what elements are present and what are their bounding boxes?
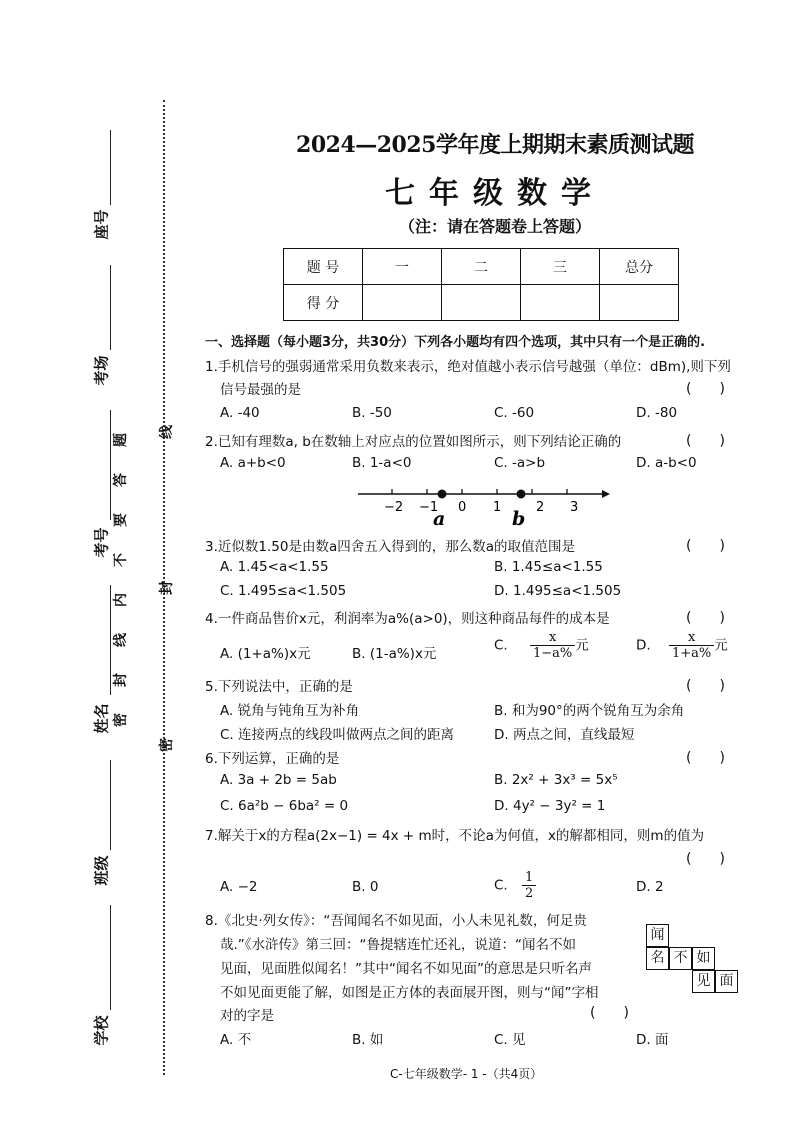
q1-option-c: C. -60 [494,405,535,421]
q6-option-c: C. 6a²b − 6ba² = 0 [220,798,349,814]
score-label-cell: 得 分 [284,285,363,321]
q2-option-a: A. a+b<0 [220,455,286,471]
q4-answer-blank[interactable]: ( ) [686,610,725,626]
net-face: 面 [715,970,738,993]
q8-answer-blank[interactable]: ( ) [590,1005,629,1021]
q8-stem-line: 8.《北史·列女传》：“吾闻闻名不如见面，小人未见礼数，何足贵 [205,913,587,929]
unit-yuan: 元 [575,637,589,654]
point-a-dot [438,490,447,499]
warning-char: 要 [113,513,129,527]
q2-stem: 2.已知有理数a, b在数轴上对应点的位置如图所示，则下列结论正确的 [205,434,622,450]
q8-option-a: A. 不 [220,1032,252,1048]
section-heading: 一、选择题（每小题3分，共30分）下列各小题均有四个选项，其中只有一个是正确的. [205,335,706,350]
score-entry-cell[interactable] [521,285,600,321]
q5-option-a: A. 锐角与钝角互为补角 [220,703,360,719]
tick-label: −2 [384,500,404,515]
q2-answer-blank[interactable]: ( ) [686,433,725,449]
point-b-label: b [512,508,526,530]
q1-option-b: B. -50 [352,405,392,421]
q4-option-c-letter: C. [494,637,508,654]
class-line[interactable] [110,760,111,850]
seal-word-line: 线 [159,425,175,439]
q4-option-c [494,630,589,661]
room-line[interactable] [110,265,111,350]
seat-label: 座号 [92,209,111,240]
fraction-denominator: 1−a% [533,646,573,661]
q4-option-d-letter: D. [636,637,651,654]
q6-option-d: D. 4y² − 3y² = 1 [494,798,606,814]
q8-option-d: D. 面 [636,1032,669,1048]
q5-option-d: D. 两点之间，直线最短 [494,727,635,743]
no-answer-warning [113,420,138,740]
q7-option-a: A. −2 [220,879,258,895]
seat-line[interactable] [110,130,111,205]
exam-no-label: 考号 [92,527,111,558]
room-label: 考场 [92,355,111,386]
q6-stem: 6.下列运算，正确的是 [205,751,340,767]
q5-option-c: C. 连接两点的线段叫做两点之间的距离 [220,727,455,743]
warning-char: 题 [113,433,129,447]
subject-title: 七年级数学 [385,176,605,211]
score-header-cell: 三 [521,249,600,285]
q6-option-b: B. 2x² + 3x³ = 5x⁵ [494,772,618,788]
q4-option-c-fraction [530,630,575,661]
q2-option-d: D. a-b<0 [636,455,697,471]
q1-stem: 1.手机信号的强弱通常采用负数来表示，绝对值越小表示信号越强（单位：dBm),则下列 [205,359,731,375]
q8-option-b: B. 如 [352,1032,384,1048]
score-header-cell: 一 [363,249,442,285]
warning-char: 答 [113,473,129,487]
seal-word-seal: 封 [159,581,175,595]
q8-option-c: C. 见 [494,1032,526,1048]
fraction-numerator: x [530,630,575,646]
seal-word-secret: 密 [159,738,175,752]
net-face: 如 [692,947,715,970]
score-header-cell: 二 [442,249,521,285]
q5-stem: 5.下列说法中，正确的是 [205,679,353,695]
binding-strip [0,0,200,1125]
instruction-note: （注：请在答题卷上答题） [398,217,591,236]
net-face: 闻 [646,924,669,947]
q3-option-d: D. 1.495≤a<1.505 [494,583,622,599]
warning-char: 内 [113,593,129,607]
net-face: 名 [646,947,669,970]
page-footer: C-七年级数学- 1 -（共4页） [390,1067,543,1081]
q8-stem-line: 见面，见面胜似闻名！”其中“闻名不如见面”的意思是只听名声 [220,961,592,977]
q7-option-c [494,870,536,901]
q4-option-b: B. (1-a%)x元 [352,646,437,662]
q7-option-c-fraction [522,870,536,901]
q2-option-c: C. -a>b [494,455,546,471]
q8-stem-line: 不如见面更能了解，如图是正方体的表面展开图，则与“闻”字相 [220,985,599,1001]
warning-char: 线 [113,633,129,647]
exam-title: 2024—2025学年度上期期末素质测试题 [296,132,694,158]
q4-option-d [636,630,728,661]
warning-char: 密 [113,713,129,727]
net-face: 见 [692,970,715,993]
score-entry-cell[interactable] [363,285,442,321]
q8-stem-line: 对的字是 [220,1008,274,1024]
point-a-label: a [433,508,446,530]
tick-label: 1 [493,500,502,515]
number-line-arrow [602,490,610,498]
point-b-dot [517,490,526,499]
q7-option-b: B. 0 [352,879,379,895]
tick-label: 0 [458,500,467,515]
warning-char: 不 [113,553,129,567]
q1-stem-cont: 信号最强的是 [220,382,301,398]
net-face: 不 [669,947,692,970]
score-header-cell: 总分 [600,249,679,285]
q5-answer-blank[interactable]: ( ) [686,678,725,694]
q6-option-a: A. 3a + 2b = 5ab [220,772,337,788]
unit-yuan: 元 [714,637,728,654]
tick-label: 3 [570,500,579,515]
school-line[interactable] [110,905,111,1010]
q1-option-d: D. -80 [636,405,678,421]
school-label: 学校 [92,1015,111,1046]
q4-stem: 4.一件商品售价x元，利润率为a%(a>0)，则这种商品每件的成本是 [205,611,610,627]
exam-no-line[interactable] [110,410,111,520]
score-table [283,248,679,321]
warning-char: 封 [113,673,129,687]
score-header-cell: 题 号 [284,249,363,285]
fraction-numerator: x [669,630,714,646]
score-entry-cell[interactable] [600,285,679,321]
q7-option-c-letter: C. [494,877,508,894]
name-label: 姓名 [92,703,111,734]
q6-answer-blank[interactable]: ( ) [686,750,725,766]
tick-label: −1 [419,500,439,515]
q7-option-d: D. 2 [636,879,664,895]
q1-answer-blank[interactable]: ( ) [686,381,725,397]
q3-option-b: B. 1.45≤a<1.55 [494,559,603,575]
q1-option-a: A. -40 [220,405,260,421]
fraction-numerator: 1 [522,870,536,886]
q3-option-c: C. 1.495≤a<1.505 [220,583,347,599]
fraction-denominator: 1+a% [671,646,712,661]
number-line-figure [350,480,620,530]
tick-label: 2 [536,500,545,515]
fraction-denominator: 2 [525,886,534,901]
q2-option-b: B. 1-a<0 [352,455,412,471]
score-entry-cell[interactable] [442,285,521,321]
q3-answer-blank[interactable]: ( ) [686,538,725,554]
q3-option-a: A. 1.45<a<1.55 [220,559,329,575]
q4-option-a: A. (1+a%)x元 [220,646,311,662]
q7-stem: 7.解关于x的方程a(2x−1) = 4x + m时，不论a为何值，x的解都相同，则m的值为 [205,828,705,844]
q5-option-b: B. 和为90°的两个锐角互为余角 [494,703,685,719]
q7-answer-blank[interactable]: ( ) [686,851,725,867]
q3-stem: 3.近似数1.50是由数a四舍五入得到的，那么数a的取值范围是 [205,539,575,555]
class-label: 班级 [92,855,111,886]
q4-option-d-fraction [669,630,714,661]
q8-stem-line: 哉.”《水浒传》第三回：“鲁提辖连忙还礼，说道：“闻名不如 [220,937,577,953]
